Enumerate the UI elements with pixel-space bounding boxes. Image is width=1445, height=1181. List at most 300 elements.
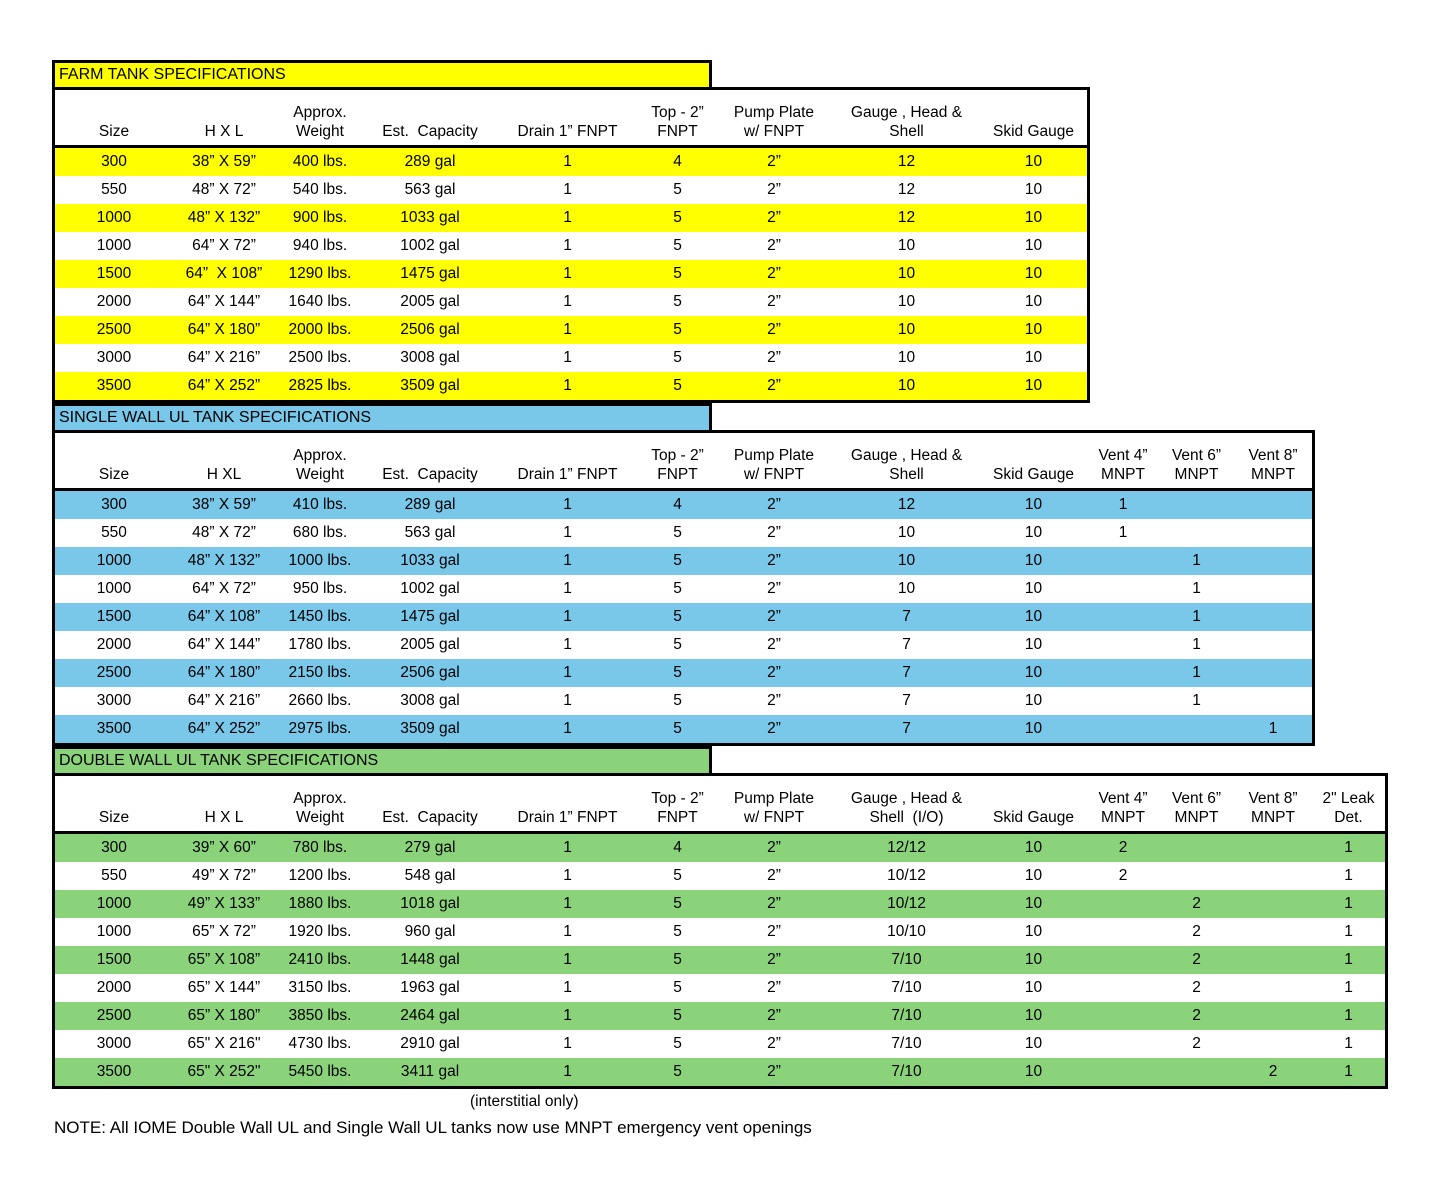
table-cell: 1 — [1118, 496, 1128, 513]
header-cell: Gauge , Head & Shell (I/O) — [850, 790, 963, 826]
table-cell — [1087, 547, 1159, 575]
table-cell: 1 — [1344, 1007, 1353, 1024]
table-cell: 10 — [1024, 923, 1043, 940]
header-cell: H X L — [204, 123, 244, 140]
table-row — [55, 862, 1385, 890]
table-cell: 10 — [1024, 209, 1043, 226]
table-cell: 10 — [897, 524, 916, 541]
table-cell: 3000 — [96, 692, 132, 709]
table-cell: 7 — [902, 636, 911, 653]
double-wall-table — [52, 773, 1388, 1089]
table-cell: 1 — [1344, 951, 1353, 968]
header-cell: Vent 8” MNPT — [1248, 790, 1298, 826]
table-row — [55, 575, 1312, 603]
table-cell: 1 — [1344, 1035, 1353, 1052]
table-cell: 65” X 72” — [192, 923, 256, 940]
table-cell: 1 — [563, 895, 572, 912]
header-cell: Approx. Weight — [293, 790, 347, 826]
table-cell: 1002 gal — [400, 580, 460, 597]
table-cell: 64” X 180” — [187, 321, 261, 338]
table-row — [55, 491, 1312, 519]
table-cell: 2” — [767, 209, 781, 226]
table-cell: 2” — [767, 1035, 781, 1052]
table-cell: 2” — [767, 580, 781, 597]
header-cell: Vent 6” MNPT — [1171, 447, 1222, 483]
table-cell: 5 — [673, 923, 682, 940]
table-cell: 65" X 252" — [187, 1063, 261, 1080]
table-cell: 10 — [1024, 181, 1043, 198]
table-rows — [55, 491, 1312, 743]
table-cell: 1 — [1344, 839, 1353, 856]
table-cell: 38” X 59” — [192, 153, 256, 170]
table-cell: 10 — [1024, 895, 1043, 912]
table-cell: 1 — [563, 377, 572, 394]
table-cell: 65” X 108” — [187, 951, 261, 968]
header-cell: Approx. Weight — [293, 447, 347, 483]
table-cell: 940 lbs. — [292, 237, 348, 254]
table-cell: 1 — [1192, 636, 1201, 653]
table-cell: 1 — [1344, 867, 1353, 884]
table-cell: 1 — [563, 524, 572, 541]
header-cell: Skid Gauge — [993, 466, 1074, 483]
table-header — [55, 433, 1312, 491]
table-cell: 2” — [767, 153, 781, 170]
table-cell: 5 — [673, 237, 682, 254]
table-cell: 2” — [767, 1063, 781, 1080]
table-cell: 2” — [767, 839, 781, 856]
table-row — [55, 659, 1312, 687]
header-cell: Gauge , Head & Shell — [850, 447, 963, 483]
header-cell: Skid Gauge — [993, 809, 1074, 826]
table-row — [55, 372, 1087, 400]
table-cell: 2 — [1192, 895, 1201, 912]
table-cell: 1000 — [96, 209, 132, 226]
table-cell: 548 gal — [404, 867, 456, 884]
table-cell: 5 — [673, 552, 682, 569]
table-cell: 2 — [1192, 1035, 1201, 1052]
table-cell: 279 gal — [404, 839, 456, 856]
table-cell — [1234, 918, 1312, 946]
table-cell: 1 — [1192, 692, 1201, 709]
table-row — [55, 946, 1385, 974]
table-cell — [1087, 687, 1159, 715]
table-cell — [1087, 946, 1159, 974]
table-cell: 12 — [897, 153, 916, 170]
header-cell: Skid Gauge — [993, 123, 1074, 140]
table-cell — [1159, 834, 1234, 862]
header-cell: Est. Capacity — [382, 123, 478, 140]
table-cell: 10 — [1024, 636, 1043, 653]
table-row — [55, 715, 1312, 743]
table-cell: 7 — [902, 692, 911, 709]
header-cell: Pump Plate w/ FNPT — [733, 104, 815, 140]
double-wall-section — [52, 746, 1445, 1089]
table-cell: 5450 lbs. — [288, 1063, 352, 1080]
table-cell: 2500 lbs. — [288, 349, 352, 366]
table-cell: 1 — [563, 608, 572, 625]
table-cell: 2” — [767, 349, 781, 366]
table-cell: 410 lbs. — [292, 496, 348, 513]
table-cell: 960 gal — [404, 923, 456, 940]
table-cell: 1 — [1192, 608, 1201, 625]
header-cell: Approx. Weight — [293, 104, 347, 140]
header-cell: Pump Plate w/ FNPT — [733, 447, 815, 483]
table-cell: 2” — [767, 181, 781, 198]
table-cell: 10 — [1024, 524, 1043, 541]
table-cell: 3411 gal — [400, 1063, 460, 1080]
table-cell: 65" X 216" — [187, 1035, 261, 1052]
table-cell: 2” — [767, 496, 781, 513]
table-cell: 2” — [767, 1007, 781, 1024]
table-cell: 2150 lbs. — [288, 664, 352, 681]
table-cell: 12 — [897, 496, 916, 513]
header-cell: Vent 6” MNPT — [1171, 790, 1222, 826]
header-cell: Drain 1” FNPT — [517, 466, 618, 483]
table-cell — [1234, 631, 1312, 659]
table-cell: 900 lbs. — [292, 209, 348, 226]
table-cell: 10 — [1024, 237, 1043, 254]
table-cell: 1 — [1192, 664, 1201, 681]
table-cell: 2410 lbs. — [288, 951, 352, 968]
header-cell: 2" Leak Det. — [1322, 790, 1375, 826]
table-cell — [1234, 575, 1312, 603]
table-cell: 2500 — [96, 1007, 132, 1024]
table-cell: 1 — [1192, 580, 1201, 597]
table-cell: 64” X 216” — [187, 692, 261, 709]
table-cell: 2910 gal — [400, 1035, 460, 1052]
table-cell: 64” X 144” — [187, 636, 261, 653]
table-cell: 1200 lbs. — [288, 867, 352, 884]
table-cell: 4 — [673, 496, 682, 513]
table-cell: 10 — [897, 552, 916, 569]
table-cell: 2825 lbs. — [288, 377, 352, 394]
table-cell: 2” — [767, 636, 781, 653]
header-cell: H X L — [204, 809, 244, 826]
table-row — [55, 1002, 1385, 1030]
table-cell: 48” X 72” — [192, 181, 256, 198]
table-cell: 3500 — [96, 1063, 132, 1080]
table-row — [55, 687, 1312, 715]
table-cell: 10 — [1024, 321, 1043, 338]
single-wall-table — [52, 430, 1315, 746]
table-cell: 10 — [897, 293, 916, 310]
table-cell: 550 — [101, 524, 127, 541]
table-cell: 7 — [902, 608, 911, 625]
table-cell: 1 — [563, 580, 572, 597]
table-cell — [1087, 890, 1159, 918]
table-cell: 12 — [897, 209, 916, 226]
table-cell: 5 — [673, 1063, 682, 1080]
table-cell: 2975 lbs. — [288, 720, 352, 737]
table-cell: 2” — [767, 923, 781, 940]
table-cell: 5 — [673, 181, 682, 198]
header-cell: Top - 2” FNPT — [651, 104, 704, 140]
table-cell: 10 — [1024, 979, 1043, 996]
table-row — [55, 603, 1312, 631]
table-cell: 2” — [767, 664, 781, 681]
table-cell: 5 — [673, 867, 682, 884]
table-cell: 950 lbs. — [292, 580, 348, 597]
table-cell: 1640 lbs. — [288, 293, 352, 310]
header-cell: Gauge , Head & Shell — [850, 104, 963, 140]
table-cell — [1087, 715, 1159, 743]
header-cell: Size — [98, 466, 130, 483]
table-cell: 10 — [1024, 692, 1043, 709]
table-cell: 2” — [767, 377, 781, 394]
table-cell: 7/10 — [891, 1063, 922, 1080]
table-row — [55, 344, 1087, 372]
table-row — [55, 834, 1385, 862]
table-cell: 10 — [897, 321, 916, 338]
table-cell: 64” X 108” — [185, 265, 263, 282]
table-cell: 2” — [767, 293, 781, 310]
table-cell: 10/12 — [887, 895, 926, 912]
table-cell: 2464 gal — [400, 1007, 460, 1024]
table-cell — [1234, 519, 1312, 547]
table-cell: 5 — [673, 895, 682, 912]
table-cell: 1000 — [96, 580, 132, 597]
table-cell: 1 — [1344, 979, 1353, 996]
table-cell: 780 lbs. — [292, 839, 348, 856]
table-cell: 5 — [673, 209, 682, 226]
table-cell: 4730 lbs. — [288, 1035, 352, 1052]
table-cell — [1234, 890, 1312, 918]
table-cell — [1159, 1058, 1234, 1086]
table-cell: 1 — [563, 839, 572, 856]
table-cell: 289 gal — [404, 496, 456, 513]
table-cell: 1 — [563, 664, 572, 681]
table-header — [55, 776, 1385, 834]
table-title-farm: FARM TANK SPECIFICATIONS — [52, 60, 712, 90]
header-cell: Drain 1” FNPT — [517, 809, 618, 826]
table-cell: 7/10 — [891, 951, 922, 968]
table-cell: 300 — [101, 153, 127, 170]
table-cell: 3850 lbs. — [288, 1007, 352, 1024]
table-cell: 1 — [563, 1063, 572, 1080]
table-cell: 5 — [673, 377, 682, 394]
table-cell: 39” X 60” — [192, 839, 256, 856]
table-cell: 10 — [1024, 664, 1043, 681]
table-cell: 48” X 132” — [187, 552, 261, 569]
table-cell: 3008 gal — [400, 349, 460, 366]
table-cell — [1159, 862, 1234, 890]
table-cell: 2” — [767, 692, 781, 709]
table-cell: 1963 gal — [400, 979, 460, 996]
header-cell: Vent 4” MNPT — [1098, 790, 1148, 826]
table-cell: 10 — [1024, 867, 1043, 884]
table-cell: 540 lbs. — [292, 181, 348, 198]
table-cell: 2000 — [96, 979, 132, 996]
table-cell: 10 — [1024, 951, 1043, 968]
table-cell: 1450 lbs. — [288, 608, 352, 625]
header-cell: Top - 2” FNPT — [651, 790, 704, 826]
table-cell — [1159, 491, 1234, 519]
table-cell — [1234, 547, 1312, 575]
table-cell: 2 — [1192, 951, 1201, 968]
table-cell: 64” X 180” — [187, 664, 261, 681]
table-cell: 1 — [563, 1035, 572, 1052]
table-cell: 2000 — [96, 636, 132, 653]
table-cell: 12 — [897, 181, 916, 198]
table-cell: 1033 gal — [400, 552, 460, 569]
table-cell: 38” X 59” — [192, 496, 256, 513]
table-cell: 1500 — [96, 265, 132, 282]
table-header — [55, 90, 1087, 148]
table-cell: 2 — [1118, 839, 1128, 856]
table-cell: 2005 gal — [400, 636, 460, 653]
table-cell — [1087, 918, 1159, 946]
table-cell: 1000 — [96, 895, 132, 912]
table-cell: 64” X 72” — [192, 580, 256, 597]
table-cell: 1 — [563, 321, 572, 338]
table-cell: 48” X 72” — [192, 524, 256, 541]
table-cell: 7 — [902, 664, 911, 681]
table-cell — [1159, 519, 1234, 547]
table-cell: 7/10 — [891, 1035, 922, 1052]
table-cell: 1 — [1344, 923, 1353, 940]
table-cell: 48” X 132” — [187, 209, 261, 226]
table-title-double-wall: DOUBLE WALL UL TANK SPECIFICATIONS — [52, 746, 712, 776]
table-cell: 2000 — [96, 293, 132, 310]
table-cell: 1 — [563, 349, 572, 366]
table-cell: 3008 gal — [400, 692, 460, 709]
table-cell: 64” X 72” — [192, 237, 256, 254]
table-cell: 1 — [563, 692, 572, 709]
table-cell: 1475 gal — [400, 265, 460, 282]
table-cell: 3509 gal — [400, 377, 460, 394]
table-row — [55, 232, 1087, 260]
table-cell: 10 — [1024, 552, 1043, 569]
header-cell: Est. Capacity — [382, 466, 478, 483]
table-rows — [55, 834, 1385, 1086]
table-cell: 10 — [897, 237, 916, 254]
table-cell: 1880 lbs. — [288, 895, 352, 912]
table-cell: 1448 gal — [400, 951, 460, 968]
table-cell: 2” — [767, 979, 781, 996]
table-cell: 1 — [563, 867, 572, 884]
table-cell: 10 — [1024, 377, 1043, 394]
table-cell: 2005 gal — [400, 293, 460, 310]
table-cell: 64” X 252” — [187, 377, 261, 394]
table-cell: 1 — [563, 1007, 572, 1024]
table-cell — [1087, 575, 1159, 603]
table-cell: 7/10 — [891, 1007, 922, 1024]
table-cell: 1 — [563, 552, 572, 569]
table-cell: 5 — [673, 265, 682, 282]
table-cell: 5 — [673, 979, 682, 996]
table-cell: 1 — [563, 237, 572, 254]
table-cell — [1087, 659, 1159, 687]
table-cell — [1234, 834, 1312, 862]
header-cell: Size — [98, 809, 130, 826]
table-cell — [1234, 974, 1312, 1002]
table-cell: 5 — [673, 1035, 682, 1052]
table-cell: 2” — [767, 608, 781, 625]
table-cell — [1234, 491, 1312, 519]
table-cell: 64” X 144” — [187, 293, 261, 310]
mnpt-vent-note: NOTE: All IOME Double Wall UL and Single Wall UL tanks now use MNPT emergency vent openings — [54, 1118, 812, 1137]
table-cell: 4 — [673, 839, 682, 856]
header-cell: Pump Plate w/ FNPT — [733, 790, 815, 826]
header-cell: H XL — [206, 466, 242, 483]
table-cell: 64” X 108” — [187, 608, 261, 625]
table-cell: 10 — [1024, 720, 1043, 737]
table-cell: 1033 gal — [400, 209, 460, 226]
table-cell: 64” X 252” — [187, 720, 261, 737]
table-cell: 1 — [563, 923, 572, 940]
table-cell — [1087, 1058, 1159, 1086]
table-cell: 5 — [673, 608, 682, 625]
table-row — [55, 918, 1385, 946]
table-row — [55, 519, 1312, 547]
table-row — [55, 316, 1087, 344]
table-cell — [1234, 1030, 1312, 1058]
table-cell — [1087, 631, 1159, 659]
table-cell: 2500 — [96, 321, 132, 338]
table-cell: 289 gal — [404, 153, 456, 170]
table-cell: 1 — [563, 979, 572, 996]
table-cell: 64” X 216” — [187, 349, 261, 366]
table-cell: 1 — [1344, 895, 1353, 912]
table-cell: 300 — [101, 839, 127, 856]
table-cell: 10 — [897, 377, 916, 394]
table-cell: 3150 lbs. — [288, 979, 352, 996]
table-cell: 5 — [673, 580, 682, 597]
table-cell: 680 lbs. — [292, 524, 348, 541]
table-cell: 10 — [1024, 265, 1043, 282]
table-cell: 5 — [673, 524, 682, 541]
table-cell: 10 — [1024, 608, 1043, 625]
table-cell: 2 — [1192, 923, 1201, 940]
table-cell — [1234, 659, 1312, 687]
table-cell: 550 — [101, 181, 127, 198]
header-cell: Est. Capacity — [382, 809, 478, 826]
table-cell — [1087, 603, 1159, 631]
table-cell: 1 — [563, 209, 572, 226]
table-cell — [1159, 715, 1234, 743]
table-cell: 10 — [897, 349, 916, 366]
header-cell: Vent 8” MNPT — [1248, 447, 1298, 483]
table-cell: 3500 — [96, 720, 132, 737]
table-cell: 5 — [673, 636, 682, 653]
table-cell: 550 — [101, 867, 127, 884]
table-rows — [55, 148, 1087, 400]
table-cell: 1018 gal — [400, 895, 460, 912]
table-cell: 2” — [767, 951, 781, 968]
table-cell: 10 — [1024, 153, 1043, 170]
table-cell: 5 — [673, 664, 682, 681]
table-row — [55, 204, 1087, 232]
table-cell: 2” — [767, 265, 781, 282]
header-cell: Vent 4” MNPT — [1098, 447, 1148, 483]
table-cell: 1000 lbs. — [288, 552, 352, 569]
table-cell: 1 — [1192, 552, 1201, 569]
table-cell: 10 — [1024, 839, 1043, 856]
header-cell: Drain 1” FNPT — [517, 123, 618, 140]
table-cell: 3000 — [96, 1035, 132, 1052]
header-cell: Top - 2” FNPT — [651, 447, 704, 483]
table-row — [55, 631, 1312, 659]
table-cell: 1500 — [96, 608, 132, 625]
table-cell: 10 — [1024, 1063, 1043, 1080]
table-cell: 10/12 — [887, 867, 926, 884]
table-cell: 1 — [1268, 720, 1278, 737]
table-cell: 1000 — [96, 923, 132, 940]
table-cell: 1000 — [96, 552, 132, 569]
table-cell: 1 — [563, 293, 572, 310]
table-cell: 1 — [563, 496, 572, 513]
table-cell: 10 — [1024, 580, 1043, 597]
